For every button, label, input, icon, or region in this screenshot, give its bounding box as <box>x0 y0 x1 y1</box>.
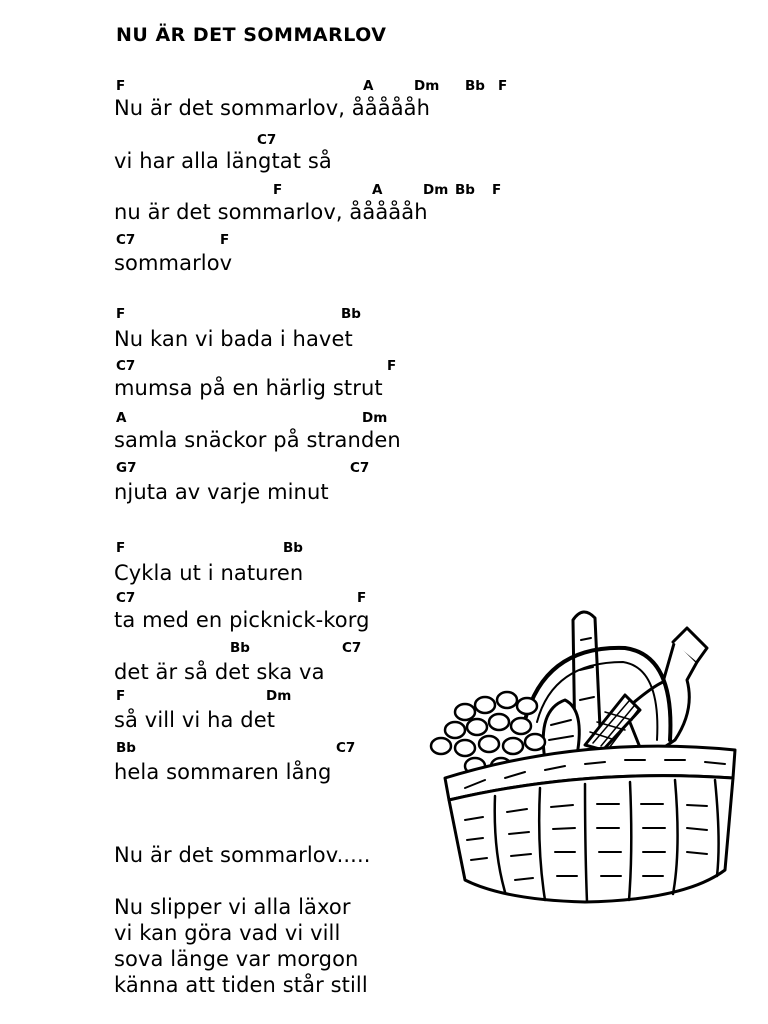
chord: G7 <box>116 460 137 476</box>
lyric-line: vi kan göra vad vi vill <box>114 921 341 945</box>
chord: Bb <box>455 182 475 198</box>
chord: Bb <box>341 306 361 322</box>
lyric-line: Cykla ut i naturen <box>114 561 304 585</box>
lyric-line: mumsa på en härlig strut <box>114 376 383 400</box>
chord: C7 <box>257 132 277 148</box>
lyric-line: känna att tiden står still <box>114 973 368 997</box>
chord: A <box>372 182 383 198</box>
lyric-line: Nu är det sommarlov, åååååh <box>114 96 431 120</box>
chord: C7 <box>116 232 136 248</box>
chord: C7 <box>116 590 136 606</box>
lyric-line: Nu slipper vi alla läxor <box>114 895 351 919</box>
chord: F <box>220 232 230 248</box>
chord: C7 <box>116 358 136 374</box>
chord: Bb <box>465 78 485 94</box>
chord: C7 <box>342 640 362 656</box>
chord: A <box>116 410 127 426</box>
chord: Bb <box>283 540 303 556</box>
refrain-reference: Nu är det sommarlov..... <box>114 843 371 867</box>
lyric-line: nu är det sommarlov, åååååh <box>114 200 428 224</box>
lyric-line: sova länge var morgon <box>114 947 359 971</box>
chord: C7 <box>350 460 370 476</box>
lyric-line: sommarlov <box>114 251 233 275</box>
chord: F <box>116 78 126 94</box>
lyric-line: det är så det ska va <box>114 660 325 684</box>
chord: F <box>116 688 126 704</box>
chord: F <box>116 306 126 322</box>
chord: Dm <box>423 182 449 198</box>
chord: A <box>363 78 374 94</box>
chord: Bb <box>116 740 136 756</box>
chord: F <box>273 182 283 198</box>
chord: F <box>498 78 508 94</box>
lyric-line: ta med en picknick-korg <box>114 608 370 632</box>
chord: Dm <box>362 410 388 426</box>
chord: Bb <box>230 640 250 656</box>
chord: F <box>116 540 126 556</box>
lyric-line: Nu kan vi bada i havet <box>114 327 353 351</box>
lyric-line: samla snäckor på stranden <box>114 428 401 452</box>
lyric-line: hela sommaren lång <box>114 760 332 784</box>
lyric-line: vi har alla längtat så <box>114 149 332 173</box>
lyric-line: så vill vi ha det <box>114 708 276 732</box>
chord: Dm <box>266 688 292 704</box>
lyric-line: njuta av varje minut <box>114 480 329 504</box>
chord: F <box>492 182 502 198</box>
chord: C7 <box>336 740 356 756</box>
song-title: NU ÄR DET SOMMARLOV <box>116 24 387 46</box>
picnic-basket-icon <box>425 600 745 910</box>
chord: F <box>357 590 367 606</box>
chord: F <box>387 358 397 374</box>
chord: Dm <box>414 78 440 94</box>
